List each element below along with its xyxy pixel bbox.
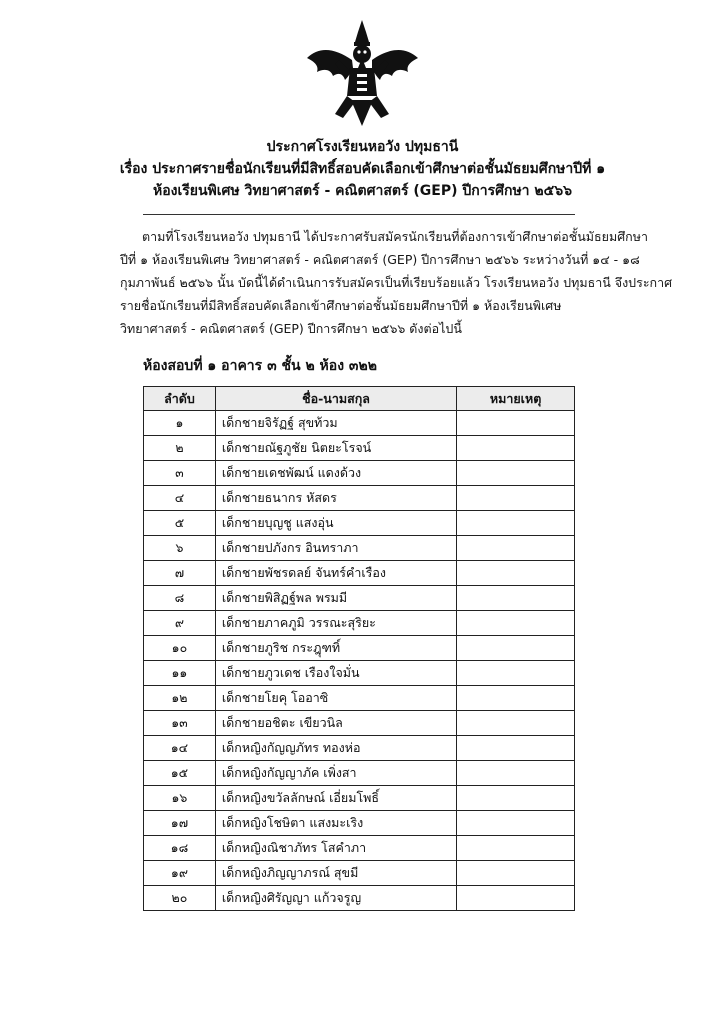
row-note	[457, 611, 575, 636]
table-row	[144, 661, 575, 686]
row-student-name: เด็กชายเดชพัฒน์ แดงด้วง	[215, 461, 456, 486]
row-student-name: เด็กชายจิรัฏฐ์ สุขท้วม	[215, 411, 456, 436]
row-note	[457, 761, 575, 786]
row-student-name: เด็กชายณัฐภูชัย นิตยะโรจน์	[215, 436, 456, 461]
announcement-subject: เรื่อง ประกาศรายชื่อนักเรียนที่มีสิทธิ์สอบคัดเลือกเข้าศึกษาต่อชั้นมัธยมศึกษาปีที่ ๑	[119, 161, 606, 177]
body-line: ปีที่ ๑ ห้องเรียนพิเศษ วิทยาศาสตร์ - คณิตศาสตร์ (GEP) ปีการศึกษา ๒๕๖๖ ระหว่างวันที่ ๑๔ - ๑๘	[120, 252, 640, 267]
row-student-name: เด็กชายอชิตะ เขียวนิล	[215, 711, 456, 736]
row-order: ๒	[144, 436, 216, 461]
body-line: วิทยาศาสตร์ - คณิตศาสตร์ (GEP) ปีการศึกษา ๒๕๖๖ ดังต่อไปนี้	[120, 321, 462, 336]
table-row	[144, 436, 575, 461]
table-row	[144, 461, 575, 486]
row-note	[457, 711, 575, 736]
row-note	[457, 861, 575, 886]
row-student-name: เด็กชายพิสิฏฐ์พล พรมมี	[215, 586, 456, 611]
row-order: ๑๔	[144, 736, 216, 761]
table-row	[144, 861, 575, 886]
student-roster-table	[143, 386, 575, 911]
row-order: ๘	[144, 586, 216, 611]
roster-body	[144, 411, 575, 911]
row-student-name: เด็กชายบุญชู แสงอุ่น	[215, 511, 456, 536]
row-student-name: เด็กชายภาคภูมิ วรรณะสุริยะ	[215, 611, 456, 636]
row-order: ๖	[144, 536, 216, 561]
row-student-name: เด็กชายปภังกร อินทราภา	[215, 536, 456, 561]
row-student-name: เด็กชายโยคุ โออาซิ	[215, 686, 456, 711]
row-note	[457, 511, 575, 536]
row-note	[457, 811, 575, 836]
body-line: ตามที่โรงเรียนหอวัง ปทุมธานี ได้ประกาศรับสมัครนักเรียนที่ต้องการเข้าศึกษาต่อชั้นมัธยมศึกษา	[142, 229, 648, 244]
table-row	[144, 736, 575, 761]
announcement-program: ห้องเรียนพิเศษ วิทยาศาสตร์ - คณิตศาสตร์ (GEP) ปีการศึกษา ๒๕๖๖	[152, 183, 573, 199]
row-note	[457, 636, 575, 661]
row-student-name: เด็กหญิงโชษิตา แสงมะเริง	[215, 811, 456, 836]
announcement-header	[0, 136, 725, 202]
row-note	[457, 536, 575, 561]
row-note	[457, 886, 575, 911]
table-row	[144, 761, 575, 786]
row-student-name: เด็กชายภูริช กระฎุฑทิ์	[215, 636, 456, 661]
column-header-order: ลำดับ	[144, 387, 216, 411]
row-order: ๒๐	[144, 886, 216, 911]
table-row	[144, 536, 575, 561]
table-row	[144, 486, 575, 511]
row-order: ๔	[144, 486, 216, 511]
row-order: ๕	[144, 511, 216, 536]
row-order: ๑๙	[144, 861, 216, 886]
row-order: ๑๖	[144, 786, 216, 811]
body-line: กุมภาพันธ์ ๒๕๖๖ นั้น บัดนี้ได้ดำเนินการรับสมัครเป็นที่เรียบร้อยแล้ว โรงเรียนหอวัง ปทุมธานี จึงประกาศ	[120, 275, 673, 290]
row-student-name: เด็กชายธนากร หัสดร	[215, 486, 456, 511]
table-row	[144, 811, 575, 836]
row-student-name: เด็กหญิงภิญญาภรณ์ สุขมี	[215, 861, 456, 886]
row-student-name: เด็กหญิงณิชาภัทร โสคำภา	[215, 836, 456, 861]
row-student-name: เด็กชายพัชรดลย์ จันทร์คำเรือง	[215, 561, 456, 586]
table-row	[144, 836, 575, 861]
table-row	[144, 611, 575, 636]
row-note	[457, 836, 575, 861]
row-student-name: เด็กหญิงกัญญภัทร ทองห่อ	[215, 736, 456, 761]
body-line: รายชื่อนักเรียนที่มีสิทธิ์สอบคัดเลือกเข้าศึกษาต่อชั้นมัธยมศึกษาปีที่ ๑ ห้องเรียนพิเศษ	[120, 298, 562, 313]
row-note	[457, 736, 575, 761]
row-note	[457, 661, 575, 686]
exam-room-heading: ห้องสอบที่ ๑ อาคาร ๓ ชั้น ๒ ห้อง ๓๒๒	[143, 358, 377, 374]
row-note	[457, 461, 575, 486]
row-student-name: เด็กชายภูวเดช เรืองใจมั่น	[215, 661, 456, 686]
announcement-title: ประกาศโรงเรียนหอวัง ปทุมธานี	[266, 139, 459, 155]
row-student-name: เด็กหญิงศิรัญญา แก้วจรูญ	[215, 886, 456, 911]
row-order: ๑๕	[144, 761, 216, 786]
row-order: ๑๘	[144, 836, 216, 861]
table-row	[144, 511, 575, 536]
row-note	[457, 486, 575, 511]
row-note	[457, 436, 575, 461]
row-student-name: เด็กหญิงขวัลลักษณ์ เอี่ยมโพธิ์	[215, 786, 456, 811]
row-note	[457, 411, 575, 436]
row-order: ๓	[144, 461, 216, 486]
column-header-note: หมายเหตุ	[457, 387, 575, 411]
table-row	[144, 586, 575, 611]
garuda-emblem-icon	[305, 18, 420, 128]
table-row	[144, 411, 575, 436]
row-note	[457, 686, 575, 711]
row-note	[457, 561, 575, 586]
announcement-body	[120, 225, 673, 340]
table-row	[144, 786, 575, 811]
row-order: ๑๐	[144, 636, 216, 661]
row-order: ๑๒	[144, 686, 216, 711]
row-order: ๑๗	[144, 811, 216, 836]
table-header-row	[144, 387, 575, 411]
table-row	[144, 561, 575, 586]
column-header-name: ชื่อ-นามสกุล	[215, 387, 456, 411]
table-row	[144, 686, 575, 711]
row-order: ๑	[144, 411, 216, 436]
header-divider	[143, 214, 575, 215]
row-student-name: เด็กหญิงกัญญาภัค เพิ่งสา	[215, 761, 456, 786]
table-row	[144, 636, 575, 661]
row-order: ๗	[144, 561, 216, 586]
row-order: ๑๑	[144, 661, 216, 686]
row-order: ๑๓	[144, 711, 216, 736]
row-note	[457, 786, 575, 811]
row-note	[457, 586, 575, 611]
table-row	[144, 711, 575, 736]
row-order: ๙	[144, 611, 216, 636]
table-row	[144, 886, 575, 911]
